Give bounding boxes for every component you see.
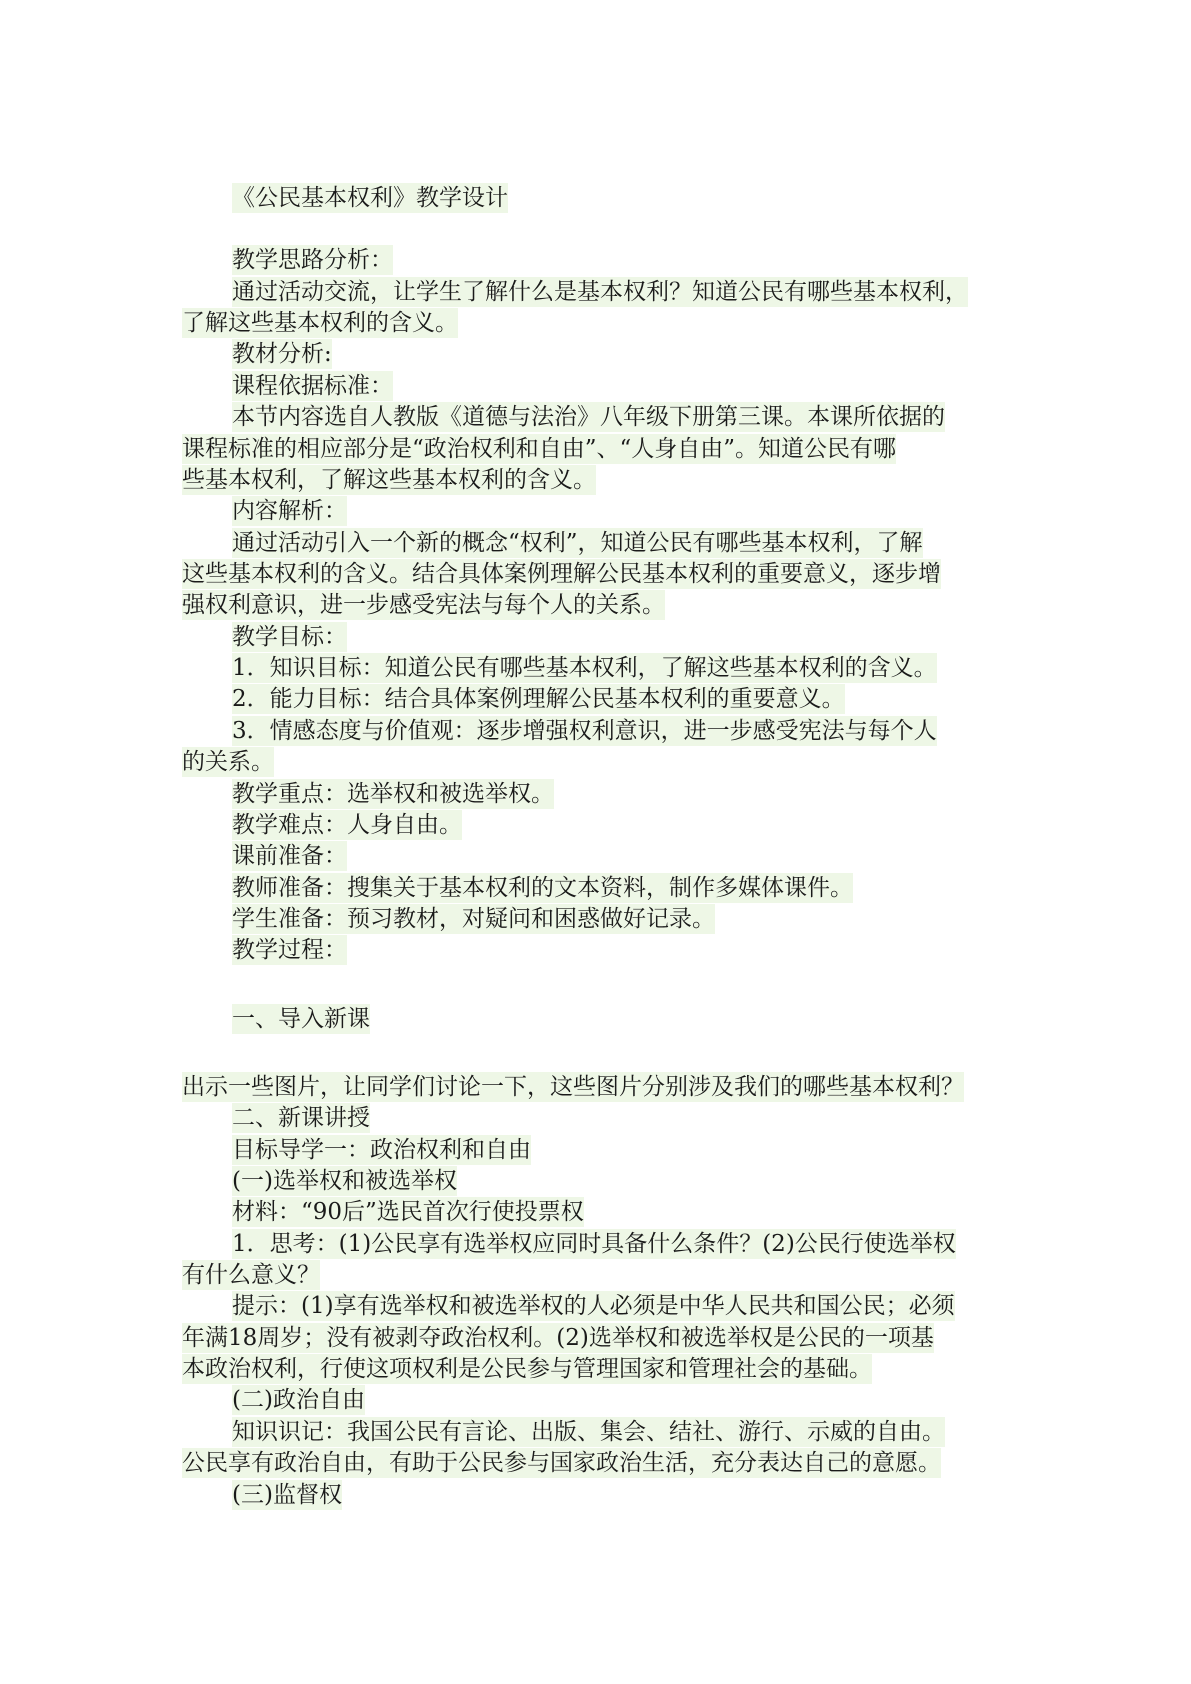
text-line: (三)监督权	[232, 1482, 342, 1508]
text-line: 通过活动引入一个新的概念“权利”，知道公民有哪些基本权利，了解	[232, 530, 923, 556]
text-line: 3．情感态度与价值观：逐步增强权利意识，进一步感受宪法与每个人	[232, 718, 937, 744]
text-line: 公民享有政治自由，有助于公民参与国家政治生活，充分表达自己的意愿。	[182, 1450, 941, 1476]
text-line: 些基本权利，了解这些基本权利的含义。	[182, 467, 596, 493]
document-title: 《公民基本权利》教学设计	[232, 185, 508, 211]
text-line: 了解这些基本权利的含义。	[182, 310, 458, 336]
text-line: 知识识记：我国公民有言论、出版、集会、结社、游行、示威的自由。	[232, 1419, 945, 1445]
text-line: 学生准备：预习教材，对疑问和困惑做好记录。	[232, 906, 715, 932]
section-heading: 一、导入新课	[232, 1006, 370, 1032]
text-line: 2．能力目标：结合具体案例理解公民基本权利的重要意义。	[232, 686, 845, 712]
text-line: 本政治权利，行使这项权利是公民参与管理国家和管理社会的基础。	[182, 1356, 872, 1382]
text-line: 二、新课讲授	[232, 1105, 370, 1131]
text-line: 有什么意义？	[182, 1262, 320, 1288]
text-line: 教学思路分析：	[232, 247, 393, 273]
text-line: 通过活动交流，让学生了解什么是基本权利？知道公民有哪些基本权利，	[232, 279, 968, 305]
text-line: 1．思考：(1)公民享有选举权应同时具备什么条件？(2)公民行使选举权	[232, 1231, 956, 1257]
text-line: 提示：(1)享有选举权和被选举权的人必须是中华人民共和国公民；必须	[232, 1293, 955, 1319]
text-line: 本节内容选自人教版《道德与法治》八年级下册第三课。本课所依据的	[232, 404, 945, 430]
text-line: 课程依据标准：	[232, 373, 393, 399]
text-line: (二)政治自由	[232, 1387, 365, 1413]
text-line: 材料：“90后”选民首次行使投票权	[232, 1199, 584, 1225]
text-line: 教学重点：选举权和被选举权。	[232, 781, 554, 807]
text-line: 教学过程：	[232, 937, 347, 963]
text-line: 年满18周岁；没有被剥夺政治权利。(2)选举权和被选举权是公民的一项基	[182, 1325, 934, 1351]
text-line: 教学目标：	[232, 624, 347, 650]
text-line: 目标导学一：政治权利和自由	[232, 1137, 531, 1163]
text-line: 课前准备：	[232, 843, 347, 869]
text-line: 课程标准的相应部分是“政治权利和自由”、“人身自由”。知道公民有哪	[182, 436, 897, 462]
text-line: 的关系。	[182, 749, 274, 775]
text-line: 内容解析：	[232, 498, 347, 524]
text-line: 教材分析:	[232, 341, 332, 367]
text-line: 教学难点：人身自由。	[232, 812, 462, 838]
text-line: (一)选举权和被选举权	[232, 1168, 457, 1194]
text-line: 这些基本权利的含义。结合具体案例理解公民基本权利的重要意义，逐步增	[182, 561, 941, 587]
text-line: 教师准备：搜集关于基本权利的文本资料，制作多媒体课件。	[232, 875, 853, 901]
text-line: 强权利意识，进一步感受宪法与每个人的关系。	[182, 592, 665, 618]
text-line: 出示一些图片，让同学们讨论一下，这些图片分别涉及我们的哪些基本权利？	[182, 1074, 964, 1100]
text-line: 1．知识目标：知道公民有哪些基本权利，了解这些基本权利的含义。	[232, 655, 937, 681]
